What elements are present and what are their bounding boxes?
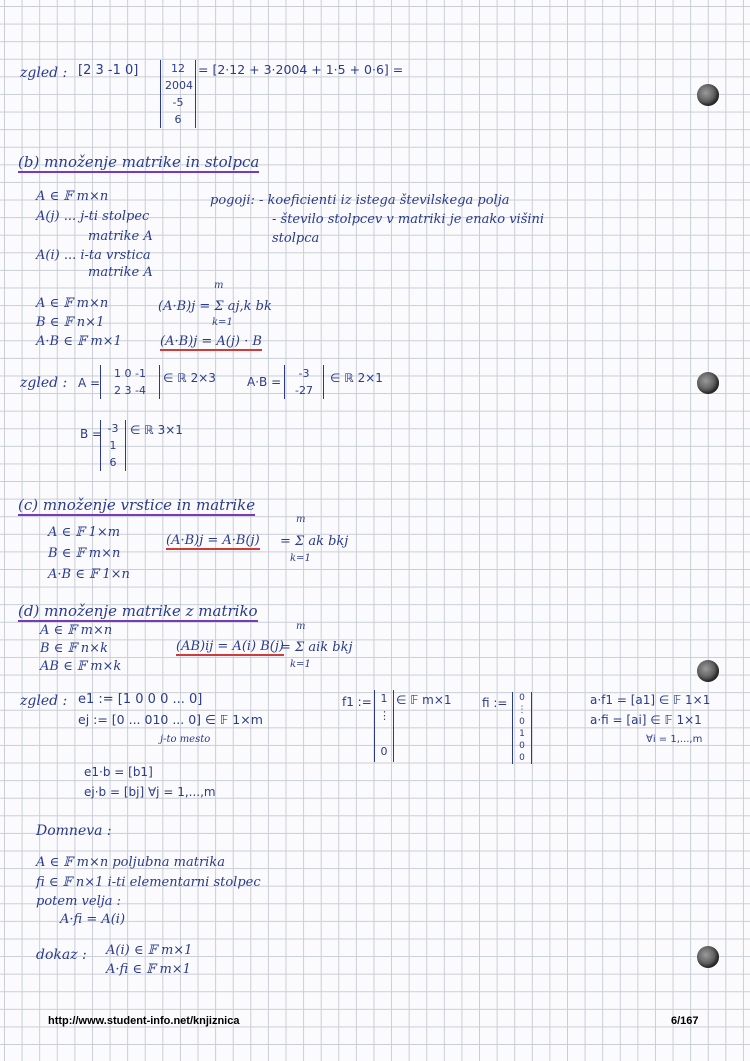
text-line: A ∈ 𝔽 m×n <box>36 296 109 311</box>
sum-limit: k=1 <box>290 553 311 564</box>
formula-highlight: (A·B)j = A·B(j) <box>166 533 260 548</box>
text-line: ∈ ℝ 3×1 <box>130 423 183 437</box>
text-line: matrike A <box>88 229 153 244</box>
text-line: fi := <box>482 696 508 710</box>
text-line: pogoji: - koeficienti iz istega številskega polja <box>210 193 510 208</box>
text-line: B ∈ 𝔽 n×1 <box>36 315 105 330</box>
text-line: A(i) ... i-ta vrstica <box>36 248 151 263</box>
text-line: A = <box>78 376 101 390</box>
vector-f1: 1 ⋮ 0 <box>374 690 394 762</box>
sum-limit: m <box>214 280 224 291</box>
example-label: zgled : <box>20 65 68 81</box>
text-line: A·B ∈ 𝔽 1×n <box>48 567 130 582</box>
text-line: fi ∈ 𝔽 n×1 i-ti elementarni stolpec <box>36 875 261 890</box>
text-line: A·B = <box>247 375 282 389</box>
text-line: B ∈ 𝔽 n×k <box>40 641 108 656</box>
formula: = Σ aik bkj <box>280 640 353 655</box>
product-expression: = [2·12 + 3·2004 + 1·5 + 0·6] = <box>198 62 404 77</box>
text-line: ej·b = [bj] ∀j = 1,...,m <box>84 785 216 799</box>
text-line: j-to mesto <box>160 734 211 745</box>
text-line: AB ∈ 𝔽 m×k <box>40 659 122 674</box>
proof-label: dokaz : <box>36 947 87 963</box>
sum-limit: k=1 <box>212 317 233 328</box>
text-line: e1·b = [b1] <box>84 765 153 779</box>
text-line: potem velja : <box>36 894 122 909</box>
text-line: A·fi ∈ 𝔽 m×1 <box>106 962 191 977</box>
row-vector: [2 3 -1 0] <box>78 63 139 78</box>
column-vector: 12 2004 -5 6 <box>160 60 196 128</box>
punch-hole <box>697 372 719 394</box>
section-d-heading: (d) množenje matrike z matriko <box>18 602 258 620</box>
formula: = Σ ak bkj <box>280 534 349 549</box>
text-line: - število stolpcev v matriki je enako višini <box>272 212 545 227</box>
text-line: A(j) ... j-ti stolpec <box>36 209 150 224</box>
text-line: ej := [0 ... 010 ... 0] ∈ 𝔽 1×m <box>78 712 263 727</box>
footer-url: http://www.student-info.net/knjiznica <box>48 1015 240 1027</box>
sum-limit: m <box>296 514 306 525</box>
text-line: matrike A <box>88 265 153 280</box>
matrix-A: 1 0 -1 2 3 -4 <box>100 365 160 399</box>
text-line: ∈ ℝ 2×3 <box>163 371 216 385</box>
text-line: e1 := [1 0 0 0 ... 0] <box>78 692 203 707</box>
text-line: A ∈ 𝔽 m×n <box>36 189 109 204</box>
text-line: a·fi = [ai] ∈ 𝔽 1×1 <box>590 713 702 727</box>
punch-hole <box>697 84 719 106</box>
text-line: ∈ ℝ 2×1 <box>330 371 383 385</box>
text-line: B = <box>80 427 103 441</box>
punch-hole <box>697 946 719 968</box>
matrix-B: -3 1 6 <box>100 420 126 471</box>
matrix-AB: -3 -27 <box>284 365 324 399</box>
section-b-heading: (b) množenje matrike in stolpca <box>18 153 260 171</box>
text-line: a·f1 = [a1] ∈ 𝔽 1×1 <box>590 693 711 707</box>
text-line: stolpca <box>272 231 320 246</box>
text-line: f1 := <box>342 695 372 709</box>
punch-hole <box>697 660 719 682</box>
text-line: ∀i = 1,...,m <box>646 734 703 745</box>
vector-fi: 0 ⋮ 0 1 0 0 <box>512 692 532 764</box>
text-line: ∈ 𝔽 m×1 <box>396 693 452 707</box>
text-line: A·B ∈ 𝔽 m×1 <box>36 334 122 349</box>
sum-limit: m <box>296 621 306 632</box>
formula-highlight: (A·B)j = A(j) · B <box>160 334 262 349</box>
page-number: 6/167 <box>671 1015 699 1027</box>
sum-limit: k=1 <box>290 659 311 670</box>
text-line: A(i) ∈ 𝔽 m×1 <box>106 943 193 958</box>
text-line: A ∈ 𝔽 m×n <box>40 623 113 638</box>
formula: (A·B)j = Σ aj,k bk <box>158 299 272 314</box>
text-line: A ∈ 𝔽 m×n poljubna matrika <box>36 855 225 870</box>
example-label: zgled : <box>20 375 68 391</box>
formula-highlight: (AB)ij = A(i) B(j) <box>176 639 284 654</box>
text-line: A ∈ 𝔽 1×m <box>48 525 121 540</box>
text-line: A·fi = A(i) <box>60 912 126 927</box>
text-line: B ∈ 𝔽 m×n <box>48 546 121 561</box>
example-label: zgled : <box>20 693 68 709</box>
conjecture-label: Domneva : <box>36 823 112 839</box>
section-c-heading: (c) množenje vrstice in matrike <box>18 496 256 514</box>
